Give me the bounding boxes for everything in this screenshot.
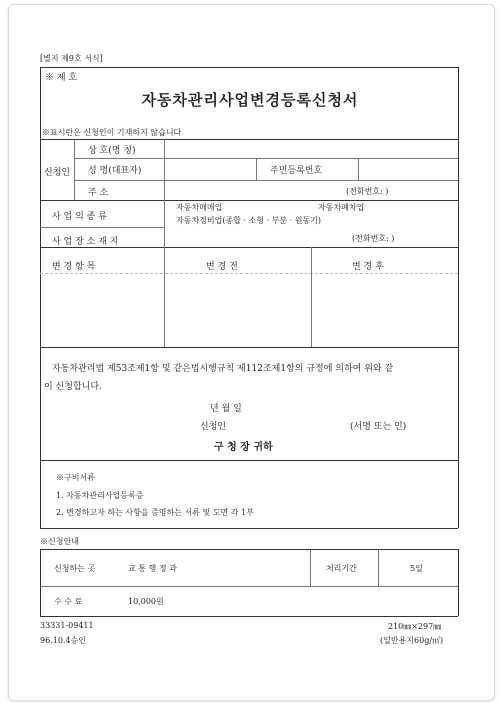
business-location-label: 사 업 장 소 재 지 — [52, 237, 119, 247]
guide-header: ※신청안내 — [40, 537, 79, 546]
receipt-number-label: ※ 제 호 — [45, 73, 78, 83]
change-col-item: 변 경 항 목 — [52, 262, 96, 272]
business-type-option-1: 자동차매매업 — [176, 203, 223, 212]
date-line: 년 월 일 — [210, 404, 242, 414]
applicant-sign-label: 신청인 — [200, 422, 227, 432]
form-title: 자동차관리사업변경등록신청서 — [141, 91, 359, 109]
notice-text: ※표시란은 신청인이 기재하지 않습니다 — [42, 128, 182, 137]
processing-period-value: 5일 — [410, 564, 423, 573]
business-phone: (전화번호: ) — [352, 234, 395, 243]
fee-value: 10,000원 — [128, 597, 164, 606]
footer-code: 33331-09411 — [40, 621, 94, 630]
change-col-before: 변 경 전 — [206, 262, 238, 272]
fee-label: 수 수 료 — [54, 597, 83, 606]
signature-label: (서명 또는 인) — [350, 422, 407, 432]
form-code: [별지 제9호 서식] — [40, 54, 103, 63]
change-col-after: 변 경 후 — [352, 262, 384, 272]
resident-number-label: 주민등록번호 — [270, 166, 323, 176]
business-type-option-3: 자동차정비업(종합 · 소형 · 부분 · 원동기) — [176, 216, 322, 225]
statement-line-2: 이 신청합니다. — [44, 382, 102, 392]
footer-paper: (일반용지60g/㎡) — [380, 636, 444, 645]
documents-item-2: 2. 변경하고자 하는 사항을 증명하는 서류 및 도면 각 1부 — [56, 508, 254, 517]
submit-to-value: 교 통 행 정 과 — [128, 564, 177, 573]
footer-approval: 96.10.4승인 — [40, 636, 86, 645]
address-label: 주 소 — [88, 188, 109, 198]
documents-header: ※구비서류 — [56, 473, 95, 482]
business-type-label: 사 업 의 종 류 — [52, 212, 107, 222]
processing-period-label: 처리기간 — [326, 564, 357, 573]
submit-to-label: 신청하는 곳 — [54, 564, 96, 573]
applicant-section-label: 신청인 — [44, 168, 71, 178]
name-label: 성 명(대표자) — [88, 166, 142, 176]
footer-size: 210㎜×297㎜ — [388, 622, 442, 631]
recipient: 구 청 장 귀하 — [214, 442, 273, 453]
applicant-phone: (전화번호: ) — [346, 187, 389, 196]
business-type-option-2: 자동차폐차업 — [318, 203, 365, 212]
statement-line-1: 자동차관리법 제53조제1항 및 같은법시행규칙 제112조제1항의 규정에 의하여 위와 같 — [52, 364, 394, 374]
trade-name-label: 상 호(명 칭) — [88, 146, 136, 156]
documents-item-1: 1. 자동차관리사업등록증 — [56, 491, 144, 500]
